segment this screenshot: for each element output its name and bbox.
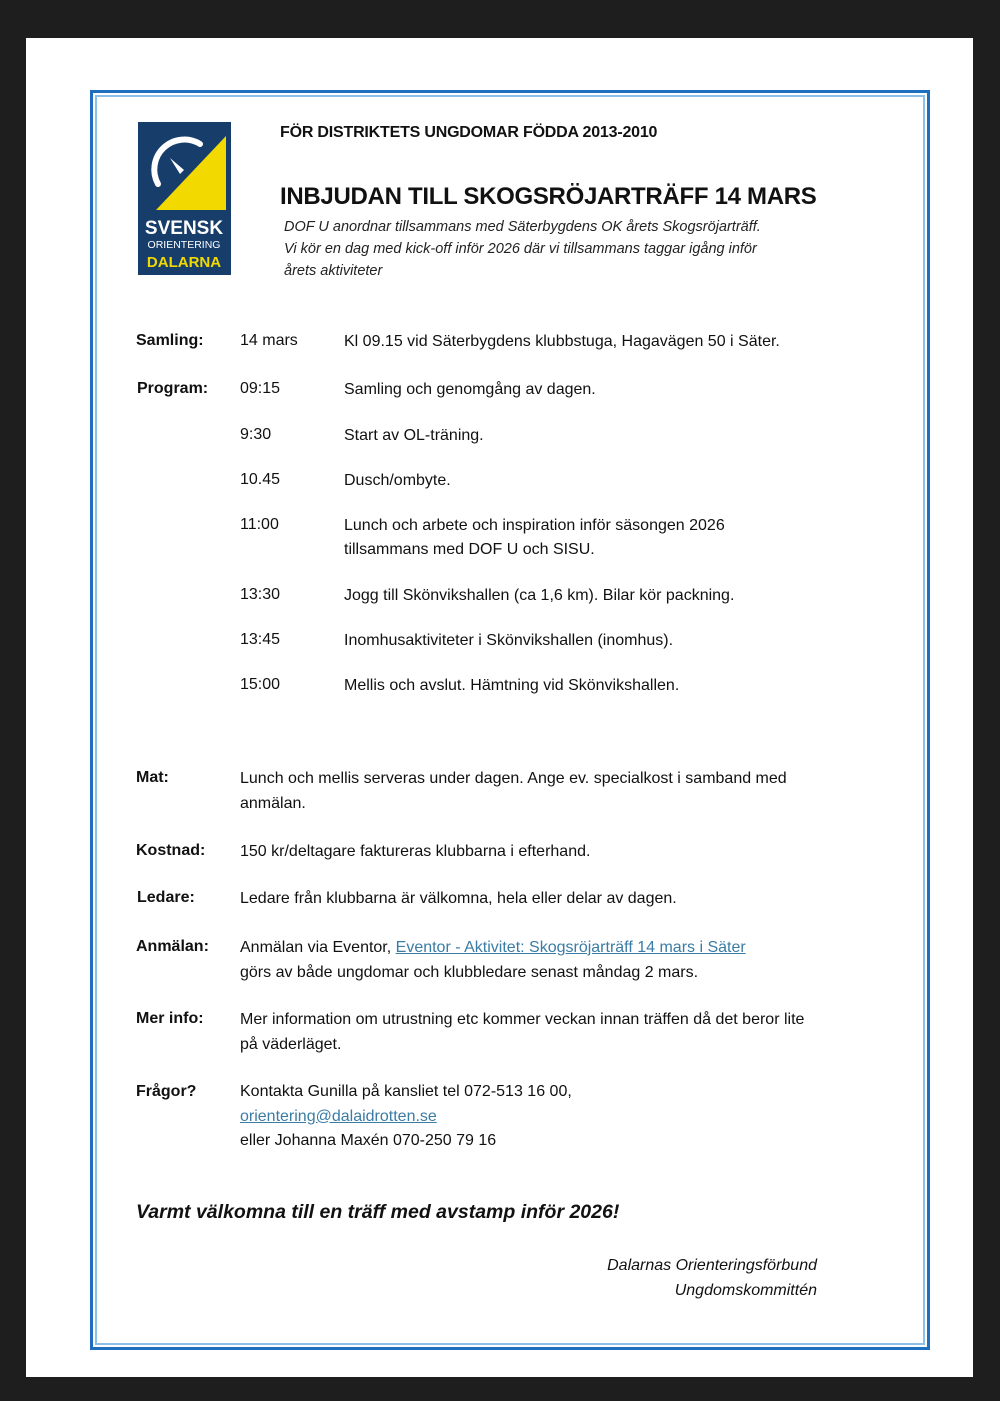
program-time: 10.45 xyxy=(240,471,281,488)
page-title: INBJUDAN TILL SKOGSRÖJARTRÄFF 14 MARS xyxy=(280,183,817,210)
email-link[interactable]: orientering@dalaidrotten.se xyxy=(240,1107,437,1125)
program-item: Start av OL-träning. xyxy=(344,427,484,444)
svensk-orientering-dalarna-logo xyxy=(138,122,231,275)
merinfo-label: Mer info: xyxy=(136,1010,204,1027)
fragor-label: Frågor? xyxy=(136,1083,197,1100)
eventor-activity-link[interactable]: Eventor - Aktivitet: Skogsröjarträff 14 mars i Säter xyxy=(395,939,746,956)
mat-text: Lunch och mellis serveras under dagen. Ange ev. specialkost i samband med anmälan. xyxy=(240,770,787,812)
intro-line: DOF U anordnar tillsammans med Säterbygdens OK årets Skogsröjarträff. xyxy=(284,219,761,235)
program-time: 9:30 xyxy=(240,426,272,443)
program-time: 11:00 xyxy=(240,516,279,533)
program-item: Inomhusaktiviteter i Skönvikshallen (inomhus). xyxy=(344,632,674,649)
ledare-text: Ledare från klubbarna är välkomna, hela eller delar av dagen. xyxy=(240,890,677,907)
program-item: Jogg till Skönvikshallen (ca 1,6 km). Bilar kör packning. xyxy=(344,587,735,604)
program-time: 13:30 xyxy=(240,586,281,603)
mat-label: Mat: xyxy=(136,769,169,786)
closing-message: Varmt välkomna till en träff med avstamp inför 2026! xyxy=(136,1201,620,1223)
samling-text: Kl 09.15 vid Säterbygdens klubbstuga, Hagavägen 50 i Säter. xyxy=(344,333,780,350)
logo-line1: SVENSK xyxy=(144,218,224,239)
contact-line: Kontakta Gunilla på kansliet tel 072-513 16 00, xyxy=(240,1083,572,1100)
kostnad-label: Kostnad: xyxy=(136,842,206,859)
intro-line: årets aktiviteter xyxy=(284,263,383,279)
merinfo-text: Mer information om utrustning etc kommer veckan innan träffen då det beror lite på väderläget. xyxy=(240,1011,805,1053)
samling-label: Samling: xyxy=(136,332,204,349)
kostnad-text: 150 kr/deltagare faktureras klubbarna i efterhand. xyxy=(240,843,591,860)
program-time: 15:00 xyxy=(240,676,281,693)
ledare-label: Ledare: xyxy=(137,889,195,906)
contact-line: eller Johanna Maxén 070-250 79 16 xyxy=(240,1132,497,1149)
program-label: Program: xyxy=(137,380,209,397)
program-item: Samling och genomgång av dagen. xyxy=(344,381,596,398)
program-time: 09:15 xyxy=(240,380,281,397)
anmalan-label: Anmälan: xyxy=(136,938,209,955)
anmalan-prefix: Anmälan via Eventor, xyxy=(240,939,396,956)
program-item: Dusch/ombyte. xyxy=(344,472,451,489)
anmalan-suffix: görs av både ungdomar och klubbledare senast måndag 2 mars. xyxy=(240,963,699,981)
logo-line3: DALARNA xyxy=(146,254,222,271)
program-item: Lunch och arbete och inspiration inför säsongen 2026 tillsammans med DOF U och SISU. xyxy=(344,517,725,558)
document-page xyxy=(26,38,973,1377)
fragor-text xyxy=(240,1080,820,1154)
audience-subtitle: FÖR DISTRIKTETS UNGDOMAR FÖDDA 2013-2010 xyxy=(280,124,658,141)
intro-text xyxy=(284,216,844,282)
anmalan-text xyxy=(240,936,820,985)
signature-committee: Ungdomskommittén xyxy=(674,1282,817,1299)
program-item: Mellis och avslut. Hämtning vid Skönvikshallen. xyxy=(344,677,680,694)
intro-line: Vi kör en dag med kick-off inför 2026 där vi tillsammans taggar igång inför xyxy=(284,241,757,257)
logo-line2: ORIENTERING xyxy=(147,239,221,251)
signature xyxy=(607,1253,817,1303)
samling-date: 14 mars xyxy=(240,332,298,349)
signature-org: Dalarnas Orienteringsförbund xyxy=(607,1257,817,1274)
program-time: 13:45 xyxy=(240,631,281,648)
